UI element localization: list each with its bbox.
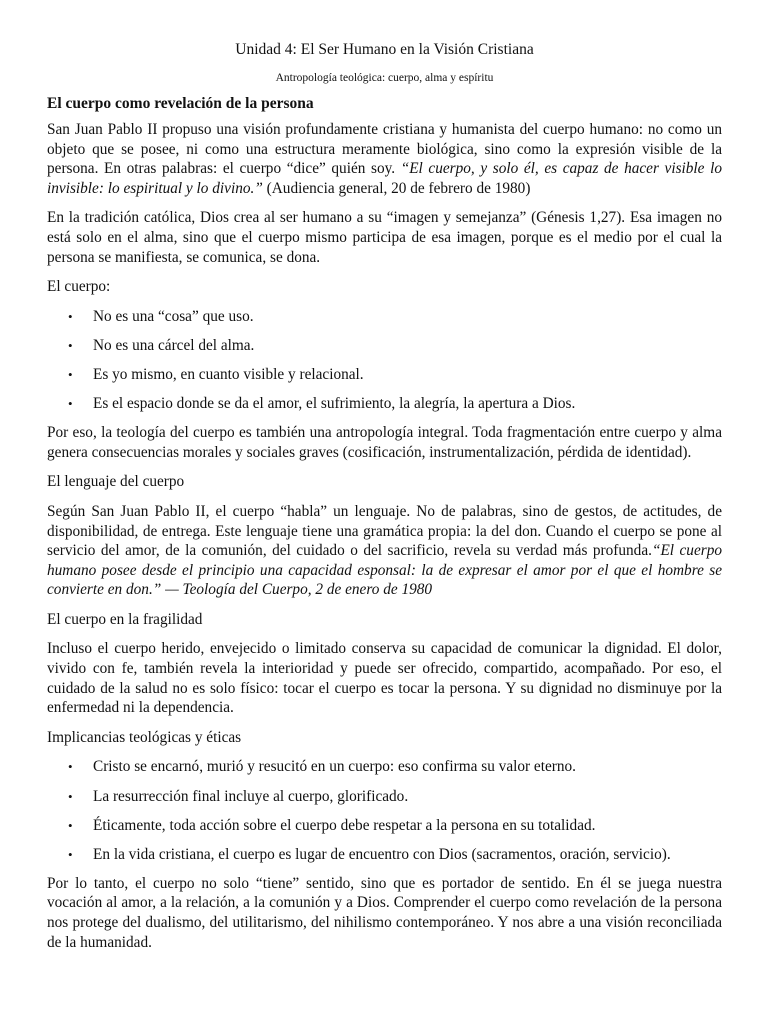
bullet-icon: • [68,759,73,775]
bullet-icon: • [68,308,73,324]
section-label-lenguaje: El lenguaje del cuerpo [47,473,185,491]
bullet-icon: • [68,788,73,804]
document-title: Unidad 4: El Ser Humano en la Visión Cristiana [235,41,534,58]
bullet-icon: • [68,846,73,862]
paragraph-4 [47,502,722,600]
paragraph-3: Por eso, la teología del cuerpo es también una antropología integral. Toda fragmentación entre cuerpo y alma genera consecuencias morales y sociales graves (cosificación, instrumentalización, pérdida de identidad). [47,424,722,461]
list-item [47,336,722,356]
paragraph-1 [47,120,722,198]
paragraph-6: Por lo tanto, el cuerpo no solo “tiene” sentido, sino que es portador de sentido. En él se juega nuestra vocación al amor, a la relación, a la comunión y a Dios. Comprender el cuerpo como revelación de la persona nos protege del dualismo, del utilitarismo, del nihilismo contemporáneo. Y nos abre a una visión reconciliada de la humanidad. [47,874,722,951]
list-item [47,816,722,836]
list-item-text: Es el espacio donde se da el amor, el sufrimiento, la alegría, la apertura a Dios. [93,395,576,413]
list-1-label: El cuerpo: [47,278,111,296]
list-item [47,757,722,777]
list-item-text: Éticamente, toda acción sobre el cuerpo debe respetar a la persona en su totalidad. [93,816,596,834]
list-item-text: Es yo mismo, en cuanto visible y relacional. [93,365,364,383]
list-item-text: La resurrección final incluye al cuerpo, glorificado. [93,787,409,805]
list-item-text: En la vida cristiana, el cuerpo es lugar de encuentro con Dios (sacramentos, oración, servicio). [93,845,671,863]
paragraph-1-text: San Juan Pablo II propuso una visión profundamente cristiana y humanista del cuerpo humano: no como un objeto que se posee, ni como una estructura meramente biológica, sino como la expresión visible de la persona. En otras palabras: el cuerpo “dice” quién soy. [47,121,722,178]
list-item [47,845,722,865]
bullet-icon: • [68,366,73,382]
list-item-text: No es una cárcel del alma. [93,336,255,354]
section-label-fragilidad: El cuerpo en la fragilidad [47,610,203,628]
bullet-icon: • [68,396,73,412]
list-item [47,365,722,385]
paragraph-2: En la tradición católica, Dios crea al ser humano a su “imagen y semejanza” (Génesis 1,27). Esa imagen no está solo en el alma, sino que el cuerpo mismo participa de esa imagen, porque es el medio por el cual la persona se manifiesta, se comunica, se dona. [47,209,722,266]
list-item [47,307,722,327]
bullet-list-1 [47,307,722,414]
bullet-list-2 [47,757,722,864]
section-label-implicancias: Implicancias teológicas y éticas [47,728,242,746]
list-item-text: Cristo se encarnó, murió y resucitó en un cuerpo: eso confirma su valor eterno. [93,758,576,776]
paragraph-4-quote: “El cuerpo humano posee desde el principio una capacidad esponsal: la de expresar el amor por el que el hombre se convierte en don.” — Teología del Cuerpo, 2 de enero de 1980 [47,542,722,599]
list-item [47,787,722,807]
list-item-text: No es una “cosa” que uso. [93,307,254,325]
document-subtitle: Antropología teológica: cuerpo, alma y espíritu [275,72,494,84]
paragraph-1-quote: “El cuerpo, y solo él, es capaz de hacer visible lo invisible: lo espiritual y lo divino.” [47,160,722,197]
list-item [47,394,722,414]
paragraph-5: Incluso el cuerpo herido, envejecido o limitado conserva su capacidad de comunicar la dignidad. El dolor, vivido con fe, también revela la interioridad y puede ser ofrecido, compartido, acompañado. Por eso, el cuidado de la salud no es solo físico: tocar el cuerpo es tocar la persona. Y su dignidad no disminuye por la enfermedad ni la dependencia. [47,640,722,717]
section-heading: El cuerpo como revelación de la persona [47,95,314,112]
paragraph-4-text: Según San Juan Pablo II, el cuerpo “habla” un lenguaje. No de palabras, sino de gestos, de actitudes, de disponibilidad, de entrega. Este lenguaje tiene una gramática propia: la del don. Cuando el cuerpo se pone al servicio del amor, de la comunión, del cuidado o del sacrificio, revela su verdad más profunda. [47,502,722,560]
bullet-icon: • [68,817,73,833]
paragraph-1-citation: (Audiencia general, 20 de febrero de 1980) [262,179,531,197]
bullet-icon: • [68,337,73,353]
